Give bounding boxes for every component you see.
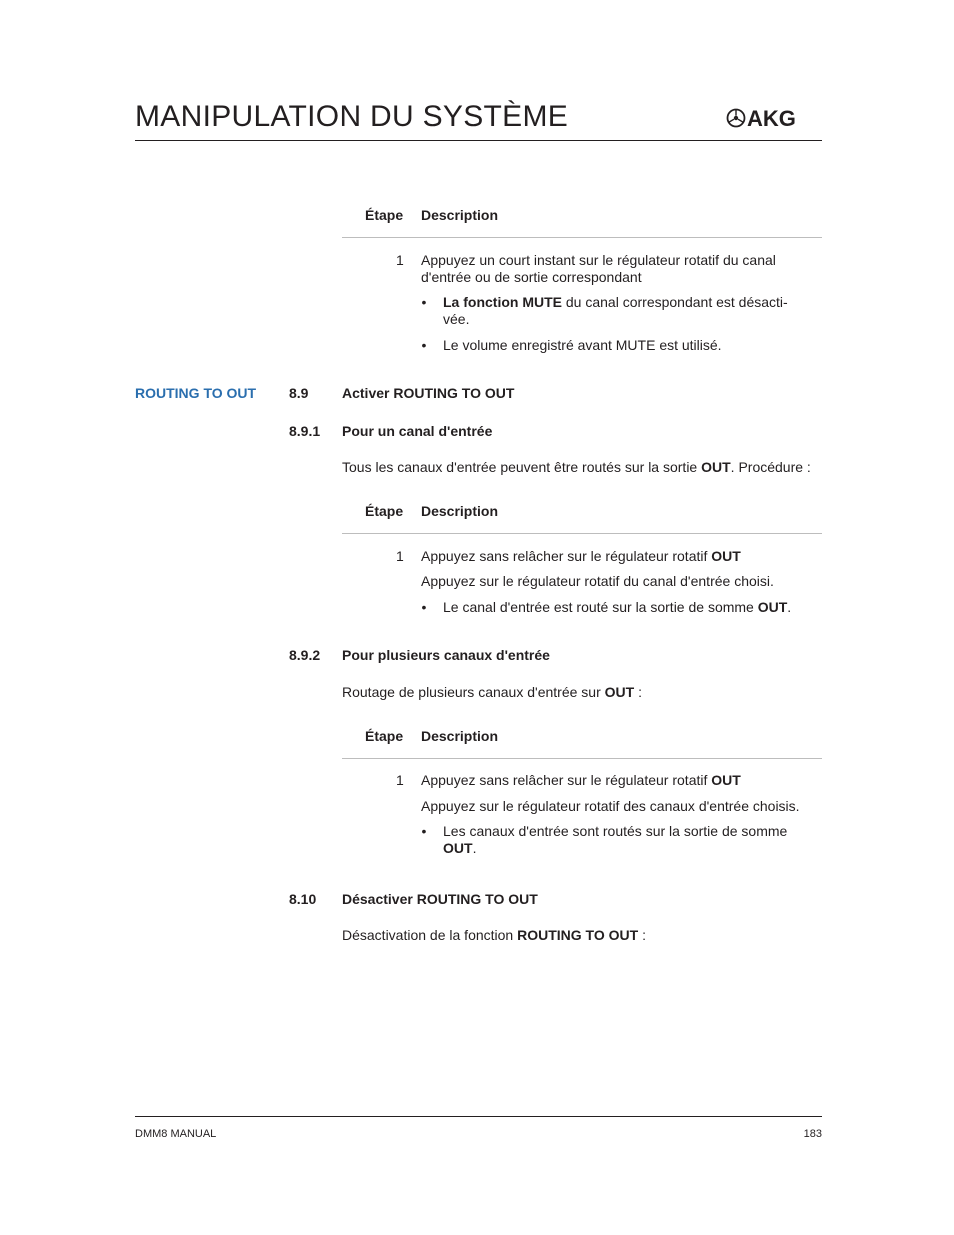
- bullet-glyph: •: [421, 294, 427, 310]
- footer-rule: [135, 1116, 822, 1117]
- section-8-9-1-intro: Tous les canaux d'entrée peuvent être routés sur la sortie OUT. Procédure :: [342, 459, 811, 475]
- table2-step-header: Étape: [365, 503, 404, 519]
- bullet-glyph: •: [421, 599, 427, 615]
- bullet-glyph: •: [421, 823, 427, 839]
- table1-bullet-1-text: du canal correspondant est désacti-vée.: [443, 294, 788, 327]
- table2-description-header: Description: [421, 503, 499, 519]
- section-8-9-2-title: Pour plusieurs canaux d'entrée: [342, 647, 550, 663]
- table2-step-line-2: Appuyez sur le régulateur rotatif du canal d'entrée choisi.: [421, 573, 774, 589]
- table1-description-header: Description: [421, 207, 499, 223]
- table2-header-rule: [342, 533, 822, 534]
- section-8-10-title: Désactiver ROUTING TO OUT: [342, 891, 538, 907]
- section-8-9-2-number: 8.9.2: [289, 647, 321, 663]
- section-8-10-number: 8.10: [289, 891, 317, 907]
- table3-step-number: 1: [396, 772, 404, 788]
- table3-header-rule: [342, 758, 822, 759]
- table3-step-line-2: Appuyez sur le régulateur rotatif des canaux d'entrée choisis.: [421, 798, 800, 814]
- bullet-glyph: •: [421, 337, 427, 353]
- section-8-9-title: Activer ROUTING TO OUT: [342, 385, 515, 401]
- table1-bullet-2: Le volume enregistré avant MUTE est utilisé.: [443, 337, 722, 353]
- table2-step-number: 1: [396, 548, 404, 564]
- mute-function-label: La fonction MUTE: [443, 294, 562, 310]
- section-8-9-1-number: 8.9.1: [289, 423, 321, 439]
- table1-step-text: Appuyez un court instant sur le régulateur rotatif du canal d'entrée ou de sortie correspondant: [421, 252, 776, 285]
- table3-step-line-1: Appuyez sans relâcher sur le régulateur rotatif OUT: [421, 772, 741, 788]
- table1-header-rule: [342, 237, 822, 238]
- akg-logo: [726, 106, 824, 130]
- table3-description-header: Description: [421, 728, 499, 744]
- table2-bullet: Le canal d'entrée est routé sur la sortie de somme OUT.: [443, 599, 792, 615]
- table1-step-number: 1: [396, 252, 404, 268]
- table2-step-line-1: Appuyez sans relâcher sur le régulateur rotatif OUT: [421, 548, 741, 564]
- section-8-9-2-intro: Routage de plusieurs canaux d'entrée sur OUT :: [342, 684, 642, 700]
- section-8-9-1-title: Pour un canal d'entrée: [342, 423, 493, 439]
- section-8-10-intro: Désactivation de la fonction ROUTING TO OUT :: [342, 927, 646, 943]
- table1-step-header: Étape: [365, 207, 404, 223]
- header-rule: [135, 140, 822, 141]
- footer-manual-name: DMM8 MANUAL: [135, 1128, 217, 1140]
- page-title: MANIPULATION DU SYSTÈME: [135, 100, 569, 133]
- footer-page-number: 183: [803, 1128, 822, 1140]
- table3-step-header: Étape: [365, 728, 404, 744]
- side-label-routing-to-out: ROUTING TO OUT: [135, 385, 257, 401]
- section-8-9-number: 8.9: [289, 385, 309, 401]
- logo-wordmark: AKG: [747, 106, 796, 130]
- table1-bullet-1: [443, 294, 805, 328]
- table3-bullet: Les canaux d'entrée sont routés sur la sortie de somme OUT.: [443, 823, 788, 856]
